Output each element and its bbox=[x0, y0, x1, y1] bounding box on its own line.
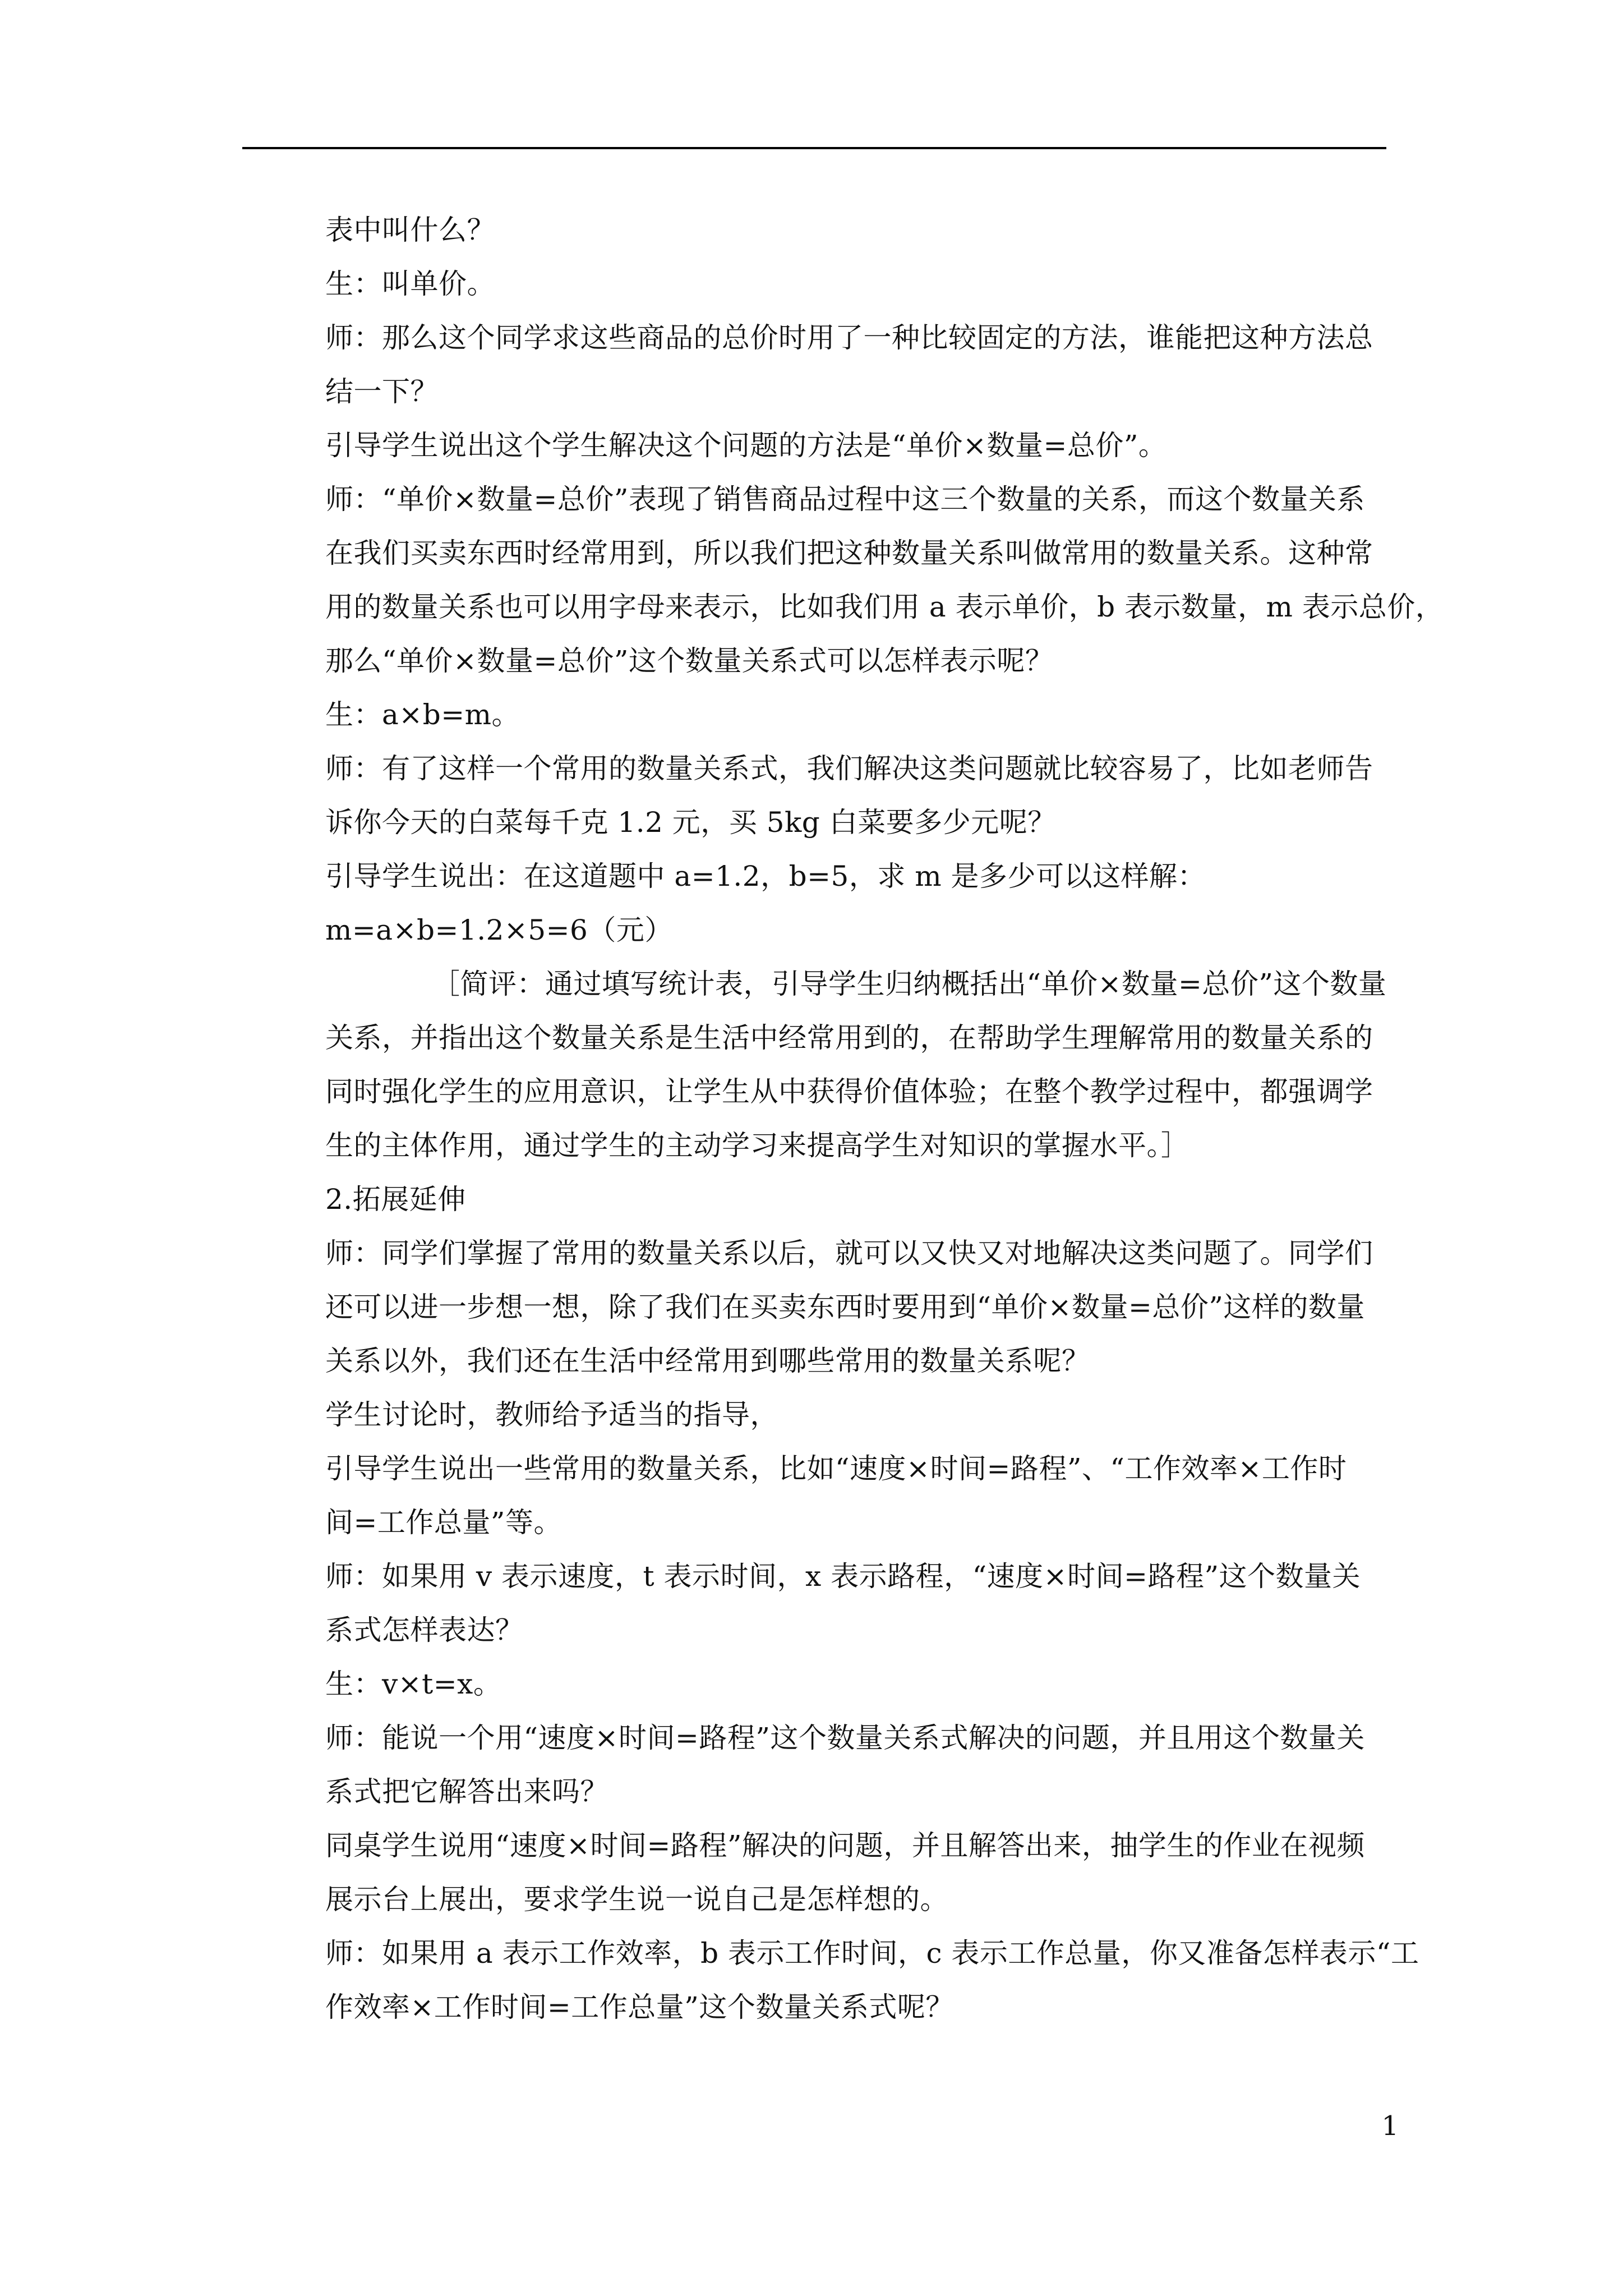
text-line: 引导学生说出一些常用的数量关系，比如“速度×时间=路程”、“工作效率×工作时 bbox=[325, 1452, 1347, 1485]
header-rule bbox=[242, 147, 1386, 149]
text-line: 诉你今天的白菜每千克 1.2 元，买 5kg 白菜要多少元呢？ bbox=[325, 806, 1056, 839]
text-line: 师：“单价×数量=总价”表现了销售商品过程中这三个数量的关系，而这个数量关系 bbox=[325, 483, 1365, 516]
text-line: 表中叫什么？ bbox=[325, 214, 495, 246]
text-line: 引导学生说出：在这道题中 a=1.2，b=5，求 m 是多少可以这样解： bbox=[325, 860, 1206, 892]
text-line: 系式怎样表达？ bbox=[325, 1614, 524, 1646]
text-line: 生：叫单价。 bbox=[325, 268, 495, 300]
text-line: 用的数量关系也可以用字母来表示，比如我们用 a 表示单价，b 表示数量，m 表示总价， bbox=[325, 591, 1444, 623]
text-line: 那么“单价×数量=总价”这个数量关系式可以怎样表示呢？ bbox=[325, 645, 1054, 677]
text-line: 学生讨论时，教师给予适当的指导， bbox=[325, 1398, 778, 1431]
text-line: 师：同学们掌握了常用的数量关系以后，就可以又快又对地解决这类问题了。同学们 bbox=[325, 1237, 1373, 1269]
comment-line: 生的主体作用，通过学生的主动学习来提高学生对知识的掌握水平。］ bbox=[325, 1129, 1189, 1162]
text-line: 关系以外，我们还在生活中经常用到哪些常用的数量关系呢？ bbox=[325, 1345, 1090, 1377]
section-heading: 2.拓展延伸 bbox=[325, 1183, 466, 1216]
text-line: 师：如果用 a 表示工作效率，b 表示工作时间，c 表示工作总量，你又准备怎样表示“工 bbox=[325, 1937, 1419, 1970]
text-line: 作效率×工作时间=工作总量”这个数量关系式呢？ bbox=[325, 1991, 954, 2023]
text-line: 师：如果用 v 表示速度，t 表示时间，x 表示路程，“速度×时间=路程”这个数量关 bbox=[325, 1560, 1361, 1593]
text-line: 展示台上展出，要求学生说一说自己是怎样想的。 bbox=[325, 1883, 948, 1916]
text-line: 同桌学生说用“速度×时间=路程”解决的问题，并且解答出来，抽学生的作业在视频 bbox=[325, 1829, 1365, 1862]
text-line: 师：能说一个用“速度×时间=路程”这个数量关系式解决的问题，并且用这个数量关 bbox=[325, 1722, 1365, 1754]
text-line: 师：有了这样一个常用的数量关系式，我们解决这类问题就比较容易了，比如老师告 bbox=[325, 752, 1373, 785]
comment-line: 关系，并指出这个数量关系是生活中经常用到的，在帮助学生理解常用的数量关系的 bbox=[325, 1022, 1373, 1054]
text-line: 系式把它解答出来吗？ bbox=[325, 1775, 608, 1808]
text-line: 还可以进一步想一想，除了我们在买卖东西时要用到“单价×数量=总价”这样的数量 bbox=[325, 1291, 1365, 1323]
text-line: 间=工作总量”等。 bbox=[325, 1506, 562, 1539]
body-text bbox=[325, 203, 1444, 2034]
comment-line: ［简评：通过填写统计表，引导学生归纳概括出“单价×数量=总价”这个数量 bbox=[432, 968, 1387, 1000]
text-line: 结一下？ bbox=[325, 375, 439, 408]
text-line: 师：那么这个同学求这些商品的总价时用了一种比较固定的方法，谁能把这种方法总 bbox=[325, 321, 1373, 354]
comment-line: 同时强化学生的应用意识，让学生从中获得价值体验；在整个教学过程中，都强调学 bbox=[325, 1075, 1373, 1108]
text-line: 在我们买卖东西时经常用到，所以我们把这种数量关系叫做常用的数量关系。这种常 bbox=[325, 537, 1373, 569]
page-number: 1 bbox=[1381, 2110, 1399, 2142]
text-line: 引导学生说出这个学生解决这个问题的方法是“单价×数量=总价”。 bbox=[325, 429, 1167, 462]
text-line: m=a×b=1.2×5=6（元） bbox=[325, 914, 673, 946]
text-line: 生：a×b=m。 bbox=[325, 698, 520, 731]
text-line: 生：v×t=x。 bbox=[325, 1668, 502, 1700]
